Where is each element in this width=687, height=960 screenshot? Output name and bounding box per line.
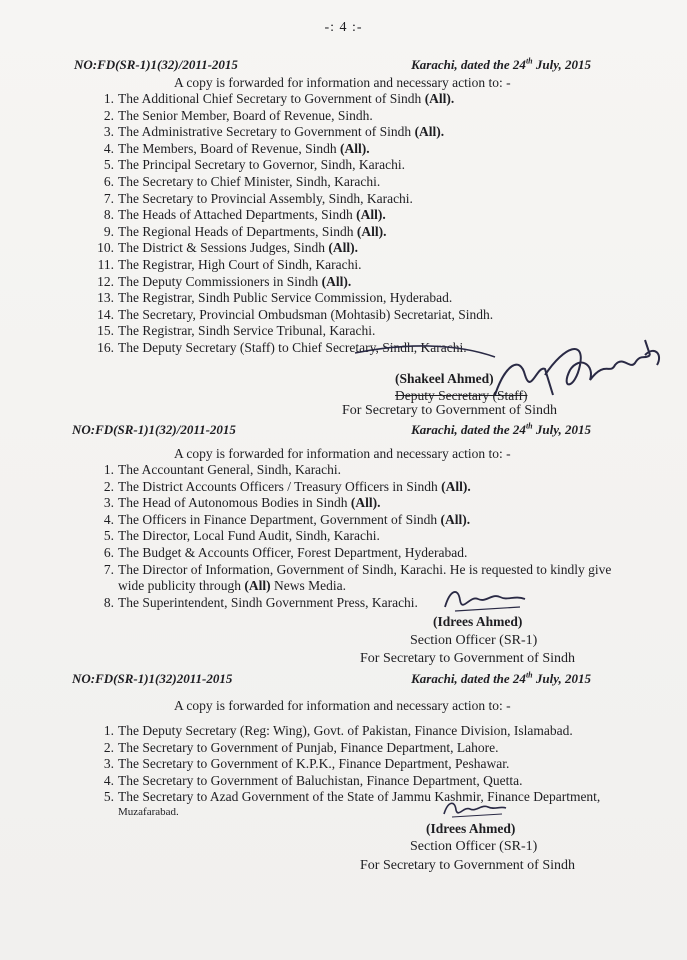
reference-number: NO:FD(SR-1)1(32)/2011-2015 xyxy=(74,57,238,72)
list-item: 15. The Registrar, Sindh Service Tribunal, Karachi. xyxy=(97,323,376,339)
recipient-list xyxy=(0,462,687,611)
list-item: 3. The Administrative Secretary to Government of Sindh (All). xyxy=(103,124,445,140)
signature-scribble xyxy=(440,798,510,820)
signatory-block-3 xyxy=(426,820,515,837)
list-item: 2. The Secretary to Government of Punjab, Finance Department, Lahore. xyxy=(103,739,499,755)
list-item: 1. The Additional Chief Secretary to Government of Sindh (All). xyxy=(103,91,455,106)
distribution-section-2 xyxy=(0,422,687,611)
distribution-section-1 xyxy=(0,57,687,357)
signatory-designation: Deputy Secretary (Staff) xyxy=(395,388,528,403)
signatory-name: (Idrees Ahmed) xyxy=(433,614,523,629)
list-item: 6. The Budget & Accounts Officer, Forest Department, Hyderabad. xyxy=(103,544,468,560)
signature-scribble xyxy=(440,585,530,615)
list-item: 9. The Regional Heads of Departments, Sindh (All). xyxy=(103,223,387,239)
list-item: 7. The Director of Information, Government of Sindh, Karachi. He is requested to kindly give wide publicity through (All) News Media. xyxy=(103,561,612,594)
list-item: 8. The Superintendent, Sindh Government Press, Karachi. xyxy=(103,594,418,610)
signatory-for: For Secretary to Government of Sindh xyxy=(342,403,558,418)
list-item: 5. The Principal Secretary to Governor, Sindh, Karachi. xyxy=(103,157,405,173)
date-line: Karachi, dated the 24th July, 2015 xyxy=(411,670,591,686)
recipient-list xyxy=(0,91,687,357)
intro-text: A copy is forwarded for information and necessary action to: - xyxy=(174,698,511,713)
list-item: 13. The Registrar, Sindh Public Service Commission, Hyderabad. xyxy=(97,290,453,306)
list-item: 2. The Senior Member, Board of Revenue, Sindh. xyxy=(103,107,373,123)
signatory-name: (Idrees Ahmed) xyxy=(426,821,516,836)
date-line: Karachi, dated the 24th July, 2015 xyxy=(411,56,591,72)
list-item: 4. The Officers in Finance Department, Government of Sindh (All). xyxy=(103,511,471,527)
signatory-block-2 xyxy=(433,613,522,630)
list-item: 4. The Secretary to Government of Baluchistan, Finance Department, Quetta. xyxy=(103,772,523,788)
signatory-block-1 xyxy=(395,370,527,404)
list-item: 14. The Secretary, Provincial Ombudsman (Mohtasib) Secretariat, Sindh. xyxy=(97,306,494,322)
list-item: 11. The Registrar, High Court of Sindh, Karachi. xyxy=(97,256,362,272)
signatory-name: (Shakeel Ahmed) xyxy=(395,371,494,386)
list-item: 3. The Head of Autonomous Bodies in Sindh (All). xyxy=(103,495,381,511)
list-item: 3. The Secretary to Government of K.P.K., Finance Department, Peshawar. xyxy=(103,756,510,772)
list-item: 1. The Accountant General, Sindh, Karachi. xyxy=(103,462,342,477)
signatory-for: For Secretary to Government of Sindh xyxy=(360,858,576,873)
recipient-list xyxy=(0,723,687,806)
list-item: 5. The Director, Local Fund Audit, Sindh, Karachi. xyxy=(103,528,380,544)
list-item: 10. The District & Sessions Judges, Sindh (All). xyxy=(97,240,359,256)
list-item: 2. The District Accounts Officers / Treasury Officers in Sindh (All). xyxy=(103,478,471,494)
list-item: 16. The Deputy Secretary (Staff) to Chief Secretary, Sindh, Karachi. xyxy=(97,339,467,355)
reference-number: NO:FD(SR-1)1(32)/2011-2015 xyxy=(72,422,236,437)
list-continuation: Muzafarabad. xyxy=(118,805,179,818)
signatory-for: For Secretary to Government of Sindh xyxy=(360,651,576,666)
distribution-section-3 xyxy=(0,671,687,818)
reference-number: NO:FD(SR-1)1(32)2011-2015 xyxy=(72,671,233,686)
date-line: Karachi, dated the 24th July, 2015 xyxy=(411,421,591,437)
list-item: 7. The Secretary to Provincial Assembly, Sindh, Karachi. xyxy=(103,190,413,206)
list-item: 8. The Heads of Attached Departments, Sindh (All). xyxy=(103,207,386,223)
intro-text: A copy is forwarded for information and necessary action to: - xyxy=(174,75,511,90)
section-header xyxy=(0,671,687,689)
list-item: 1. The Deputy Secretary (Reg: Wing), Govt. of Pakistan, Finance Division, Islamabad. xyxy=(103,723,573,738)
page-number: -: 4 :- xyxy=(324,20,363,35)
intro-text: A copy is forwarded for information and necessary action to: - xyxy=(174,446,511,461)
section-header xyxy=(0,57,687,75)
list-item: 5. The Secretary to Azad Government of the State of Jammu Kashmir, Finance Department, xyxy=(103,789,601,805)
signatory-designation: Section Officer (SR-1) xyxy=(410,633,538,648)
list-item: 4. The Members, Board of Revenue, Sindh (All). xyxy=(103,140,370,156)
list-item: 12. The Deputy Commissioners in Sindh (All). xyxy=(97,273,352,289)
section-header xyxy=(0,422,687,440)
list-item: 6. The Secretary to Chief Minister, Sindh, Karachi. xyxy=(103,173,381,189)
signatory-designation: Section Officer (SR-1) xyxy=(410,839,538,854)
